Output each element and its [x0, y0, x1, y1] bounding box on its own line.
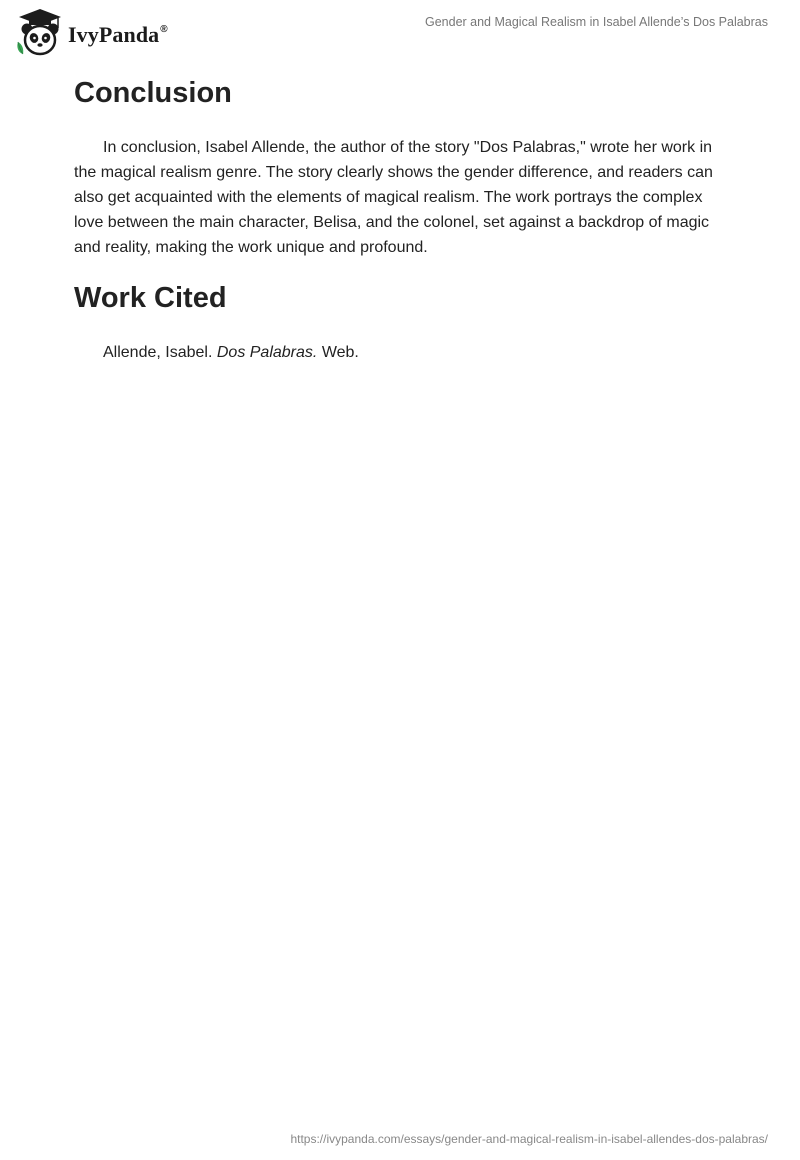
page-header	[0, 0, 800, 70]
citation-medium: Web.	[321, 344, 359, 361]
ivypanda-logo[interactable]	[14, 8, 168, 58]
conclusion-heading: Conclusion	[74, 77, 232, 109]
citation-title: Dos Palabras.	[216, 344, 318, 361]
essay-content	[74, 70, 726, 365]
running-title: Gender and Magical Realism in Isabel Allende’s Dos Palabras	[424, 15, 768, 29]
registered-mark: ®	[160, 24, 168, 35]
source-url[interactable]: https://ivypanda.com/essays/gender-and-magical-realism-in-isabel-allendes-dos-palabras/	[290, 1132, 768, 1146]
panda-graduation-cap-logo-icon	[14, 8, 66, 58]
work-cited-heading: Work Cited	[74, 282, 227, 314]
citation-entry	[74, 340, 726, 365]
logo-wordmark: IvyPanda®	[68, 22, 168, 47]
citation-author: Allende, Isabel.	[103, 344, 213, 361]
conclusion-paragraph: In conclusion, Isabel Allende, the author of the story "Dos Palabras," wrote her work in the magical realism genre. The story clearly shows the gender difference, and readers can also get acquainted with the elements of magical realism. The work portrays the complex love between the main character, Belisa, and the colonel, set against a backdrop of magic and reality, making the work unique and profound.	[74, 139, 713, 256]
